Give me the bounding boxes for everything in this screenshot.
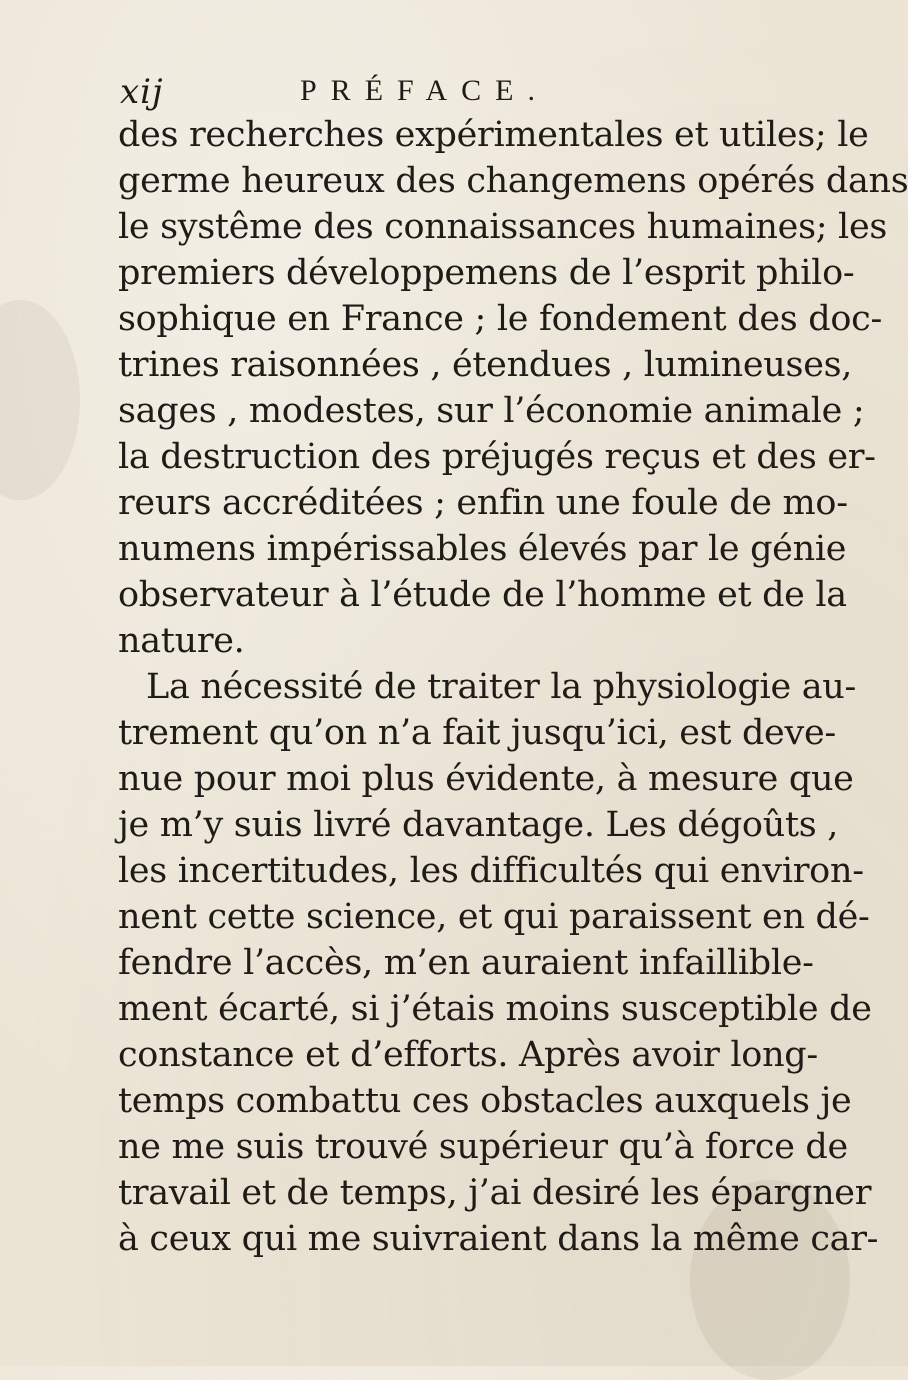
text-line: des recherches expérimentales et utiles; le bbox=[118, 115, 869, 155]
text-line: premiers développemens de l’esprit philo- bbox=[118, 253, 855, 293]
text-line: sophique en France ; le fondement des doc- bbox=[118, 299, 882, 339]
text-line: La nécessité de traiter la physiologie au- bbox=[146, 667, 857, 707]
text-line: germe heureux des changemens opérés dans bbox=[118, 161, 908, 201]
running-head: PRÉFACE. bbox=[300, 74, 549, 107]
text-line: observateur à l’étude de l’homme et de la bbox=[118, 575, 847, 615]
text-line: nent cette science, et qui paraissent en dé- bbox=[118, 897, 870, 937]
text-line: numens impérissables élevés par le génie bbox=[118, 529, 847, 569]
text-line: temps combattu ces obstacles auxquels je bbox=[118, 1081, 852, 1121]
text-line: je m’y suis livré davantage. Les dégoûts , bbox=[118, 805, 839, 845]
text-line: trines raisonnées , étendues , lumineuses, bbox=[118, 345, 853, 385]
text-line: nue pour moi plus évidente, à mesure que bbox=[118, 759, 854, 799]
text-line: reurs accréditées ; enfin une foule de mo- bbox=[118, 483, 848, 523]
text-line: le systême des connaissances humaines; les bbox=[118, 207, 888, 247]
paper-stain bbox=[0, 300, 80, 500]
text-line: sages , modestes, sur l’économie animale ; bbox=[118, 391, 865, 431]
text-line: ment écarté, si j’étais moins susceptible de bbox=[118, 989, 872, 1029]
text-line: travail et de temps, j’ai desiré les épargner bbox=[118, 1173, 872, 1213]
page-number: xij bbox=[120, 72, 164, 112]
text-line: les incertitudes, les difficultés qui environ- bbox=[118, 851, 864, 891]
text-line: trement qu’on n’a fait jusqu’ici, est deve- bbox=[118, 713, 836, 753]
body-text bbox=[118, 112, 908, 1262]
text-line: la destruction des préjugés reçus et des er- bbox=[118, 437, 876, 477]
page-header bbox=[120, 72, 720, 112]
text-line: constance et d’efforts. Après avoir long- bbox=[118, 1035, 818, 1075]
text-line: fendre l’accès, m’en auraient infaillible- bbox=[118, 943, 814, 983]
text-line: nature. bbox=[118, 621, 245, 661]
text-line: à ceux qui me suivraient dans la même car- bbox=[118, 1219, 879, 1259]
text-line: ne me suis trouvé supérieur qu’à force de bbox=[118, 1127, 848, 1167]
